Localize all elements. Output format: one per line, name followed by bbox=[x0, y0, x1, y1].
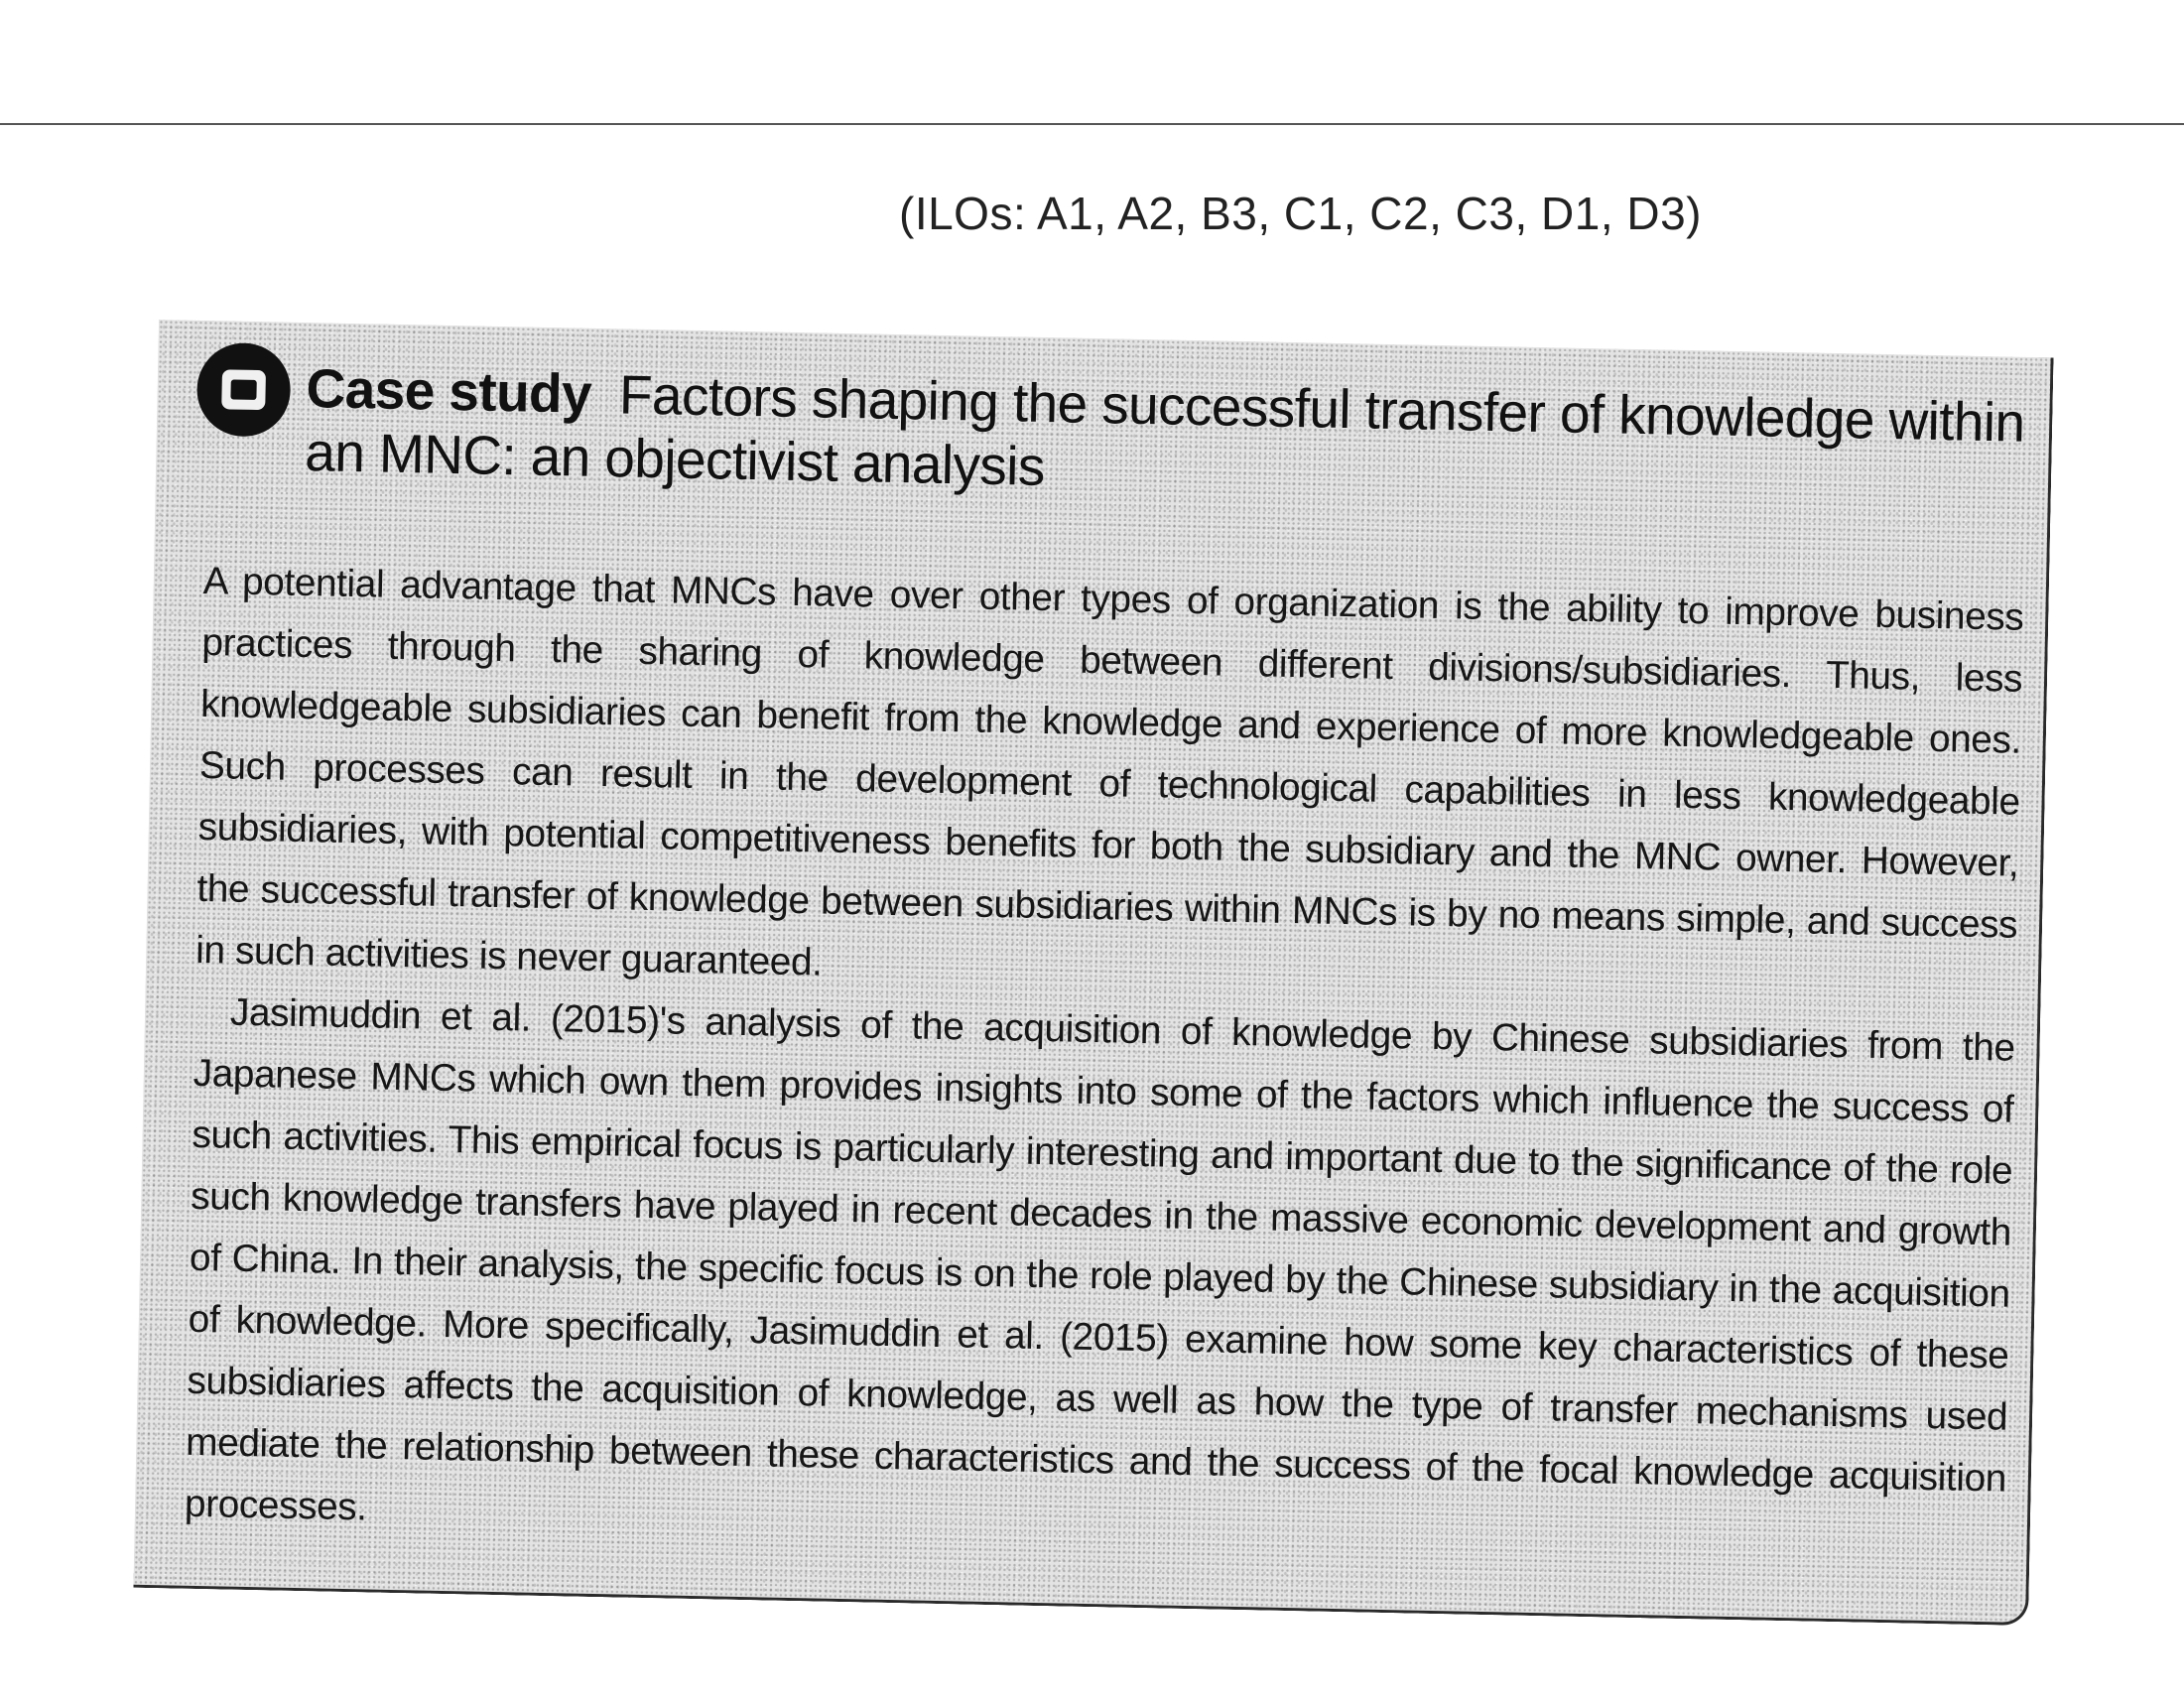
case-study-heading bbox=[305, 356, 2050, 518]
case-study-box bbox=[133, 320, 2053, 1626]
case-study-title: Factors shaping the successful transfer of knowledge within an MNC: an objectivist analysis bbox=[304, 363, 2026, 497]
top-divider bbox=[0, 123, 2184, 125]
case-study-body bbox=[184, 551, 2024, 1572]
case-study-label: Case study bbox=[306, 357, 592, 425]
paragraph-2: Jasimuddin et al. (2015)'s analysis of the acquisition of knowledge by Chinese subsidiaries from the Japanese MNCs which own them provides insights into some of the factors which influence the success of such activities. This empirical focus is particularly interesting and important due to the significance of the role such knowledge transfers have played in recent decades in the massive economic development and growth of China. In their analysis, the specific focus is on the role played by the Chinese subsidiary in the acquisition of knowledge. More specifically, Jasimuddin et al. (2015) examine how some key characteristics of these subsidiaries affects the acquisition of knowledge, as well as how the type of transfer mechanisms used mediate the relationship between these characteristics and the success of the focal knowledge acquisition processes. bbox=[184, 990, 2016, 1529]
case-study-icon bbox=[196, 342, 292, 438]
paragraph-1: A potential advantage that MNCs have over other types of organization is the ability to improve business practices through the sharing of knowledge between different divisions/subsidiaries. Thus, less knowledgeable subsidiaries can benefit from the knowledge and experience of more knowledgeable ones. Such processes can result in the development of technological capabilities in less knowledgeable subsidiaries, with potential competitiveness benefits for both the subsidiary and the MNC owner. However, the successful transfer of knowledge between subsidiaries within MNCs is by no means simple, and success in such activities is never guaranteed. bbox=[194, 559, 2024, 984]
ilos-reference: (ILOs: A1, A2, B3, C1, C2, C3, D1, D3) bbox=[899, 188, 1702, 239]
